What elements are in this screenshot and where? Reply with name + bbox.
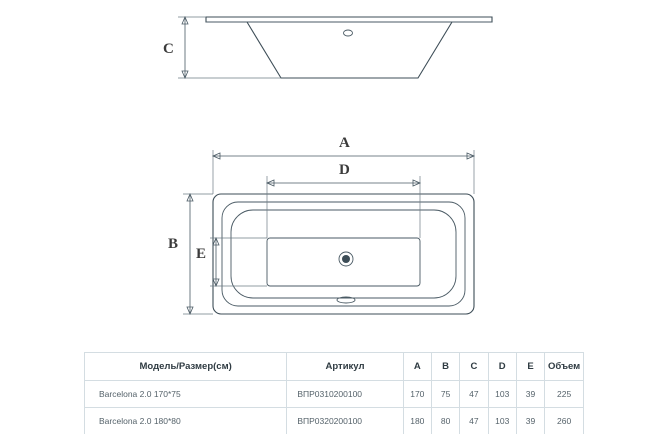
table-header-row [85, 353, 584, 381]
col-header-e: E [516, 353, 544, 381]
cell-a: 180 [403, 408, 431, 435]
plan-drain-inner [342, 255, 350, 263]
cell-b: 80 [431, 408, 459, 435]
cell-e: 39 [516, 381, 544, 408]
table-head [85, 353, 584, 381]
plan-rim-rect [222, 202, 465, 306]
plan-basin-rect [231, 210, 456, 298]
cell-e: 39 [516, 408, 544, 435]
table-row [85, 408, 584, 435]
cell-d: 103 [488, 381, 516, 408]
table-row [85, 381, 584, 408]
col-header-b: B [431, 353, 459, 381]
dim-label-d: D [339, 162, 350, 178]
dim-label-e: E [196, 246, 207, 262]
col-header-d: D [488, 353, 516, 381]
section-outline [206, 17, 492, 78]
dim-label-a: A [339, 135, 350, 151]
cell-model: Barcelona 2.0 180*80 [85, 408, 287, 435]
cell-volume: 260 [545, 408, 584, 435]
col-header-model: Модель/Размер(см) [85, 353, 287, 381]
specification-table [84, 352, 584, 434]
dim-label-b: B [168, 236, 179, 252]
col-header-c: C [460, 353, 488, 381]
cell-a: 170 [403, 381, 431, 408]
cell-volume: 225 [545, 381, 584, 408]
cell-c: 47 [460, 408, 488, 435]
cell-d: 103 [488, 408, 516, 435]
section-drain-icon [344, 30, 353, 36]
cell-b: 75 [431, 381, 459, 408]
dim-label-c: C [163, 41, 174, 57]
table-body [85, 381, 584, 435]
plan-view [168, 135, 474, 314]
col-header-volume: Объем [545, 353, 584, 381]
plan-outer-rect [213, 194, 474, 314]
col-header-article: Артикул [287, 353, 403, 381]
section-view [163, 17, 492, 78]
cell-article: ВПР0320200100 [287, 408, 403, 435]
cell-c: 47 [460, 381, 488, 408]
cell-article: ВПР0310200100 [287, 381, 403, 408]
cell-model: Barcelona 2.0 170*75 [85, 381, 287, 408]
col-header-a: A [403, 353, 431, 381]
